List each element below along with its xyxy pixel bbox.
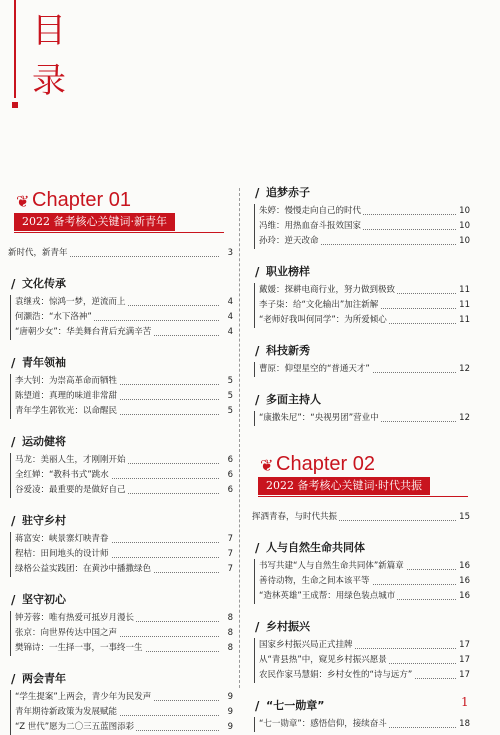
entry-page-number: 11	[457, 283, 470, 298]
toc-entry[interactable]	[259, 362, 470, 377]
toc-entry[interactable]	[259, 653, 470, 668]
section-entries	[10, 532, 233, 577]
toc-section	[252, 263, 470, 328]
section-title: 青年领袖	[22, 355, 70, 371]
entry-title: 何灏浩：“水下洛神”	[15, 312, 92, 322]
section-heading	[252, 391, 470, 411]
toc-section	[8, 512, 233, 577]
chapter-header	[8, 188, 233, 246]
section-title: 职业榜样	[266, 264, 314, 280]
toc-section	[252, 539, 470, 604]
toc-entry[interactable]	[15, 374, 233, 389]
slash-icon: /	[255, 699, 260, 713]
toc-entry[interactable]	[15, 705, 233, 720]
toc-entry[interactable]	[252, 510, 470, 525]
toc-entry[interactable]	[15, 389, 233, 404]
toc-entry[interactable]	[15, 720, 233, 735]
red-dot	[12, 102, 18, 108]
entry-page-number: 7	[226, 562, 233, 577]
entry-title: 国家乡村振兴局正式挂牌	[259, 640, 353, 650]
section-heading	[252, 618, 470, 638]
section-entries	[10, 453, 233, 498]
title-area	[0, 0, 500, 110]
entry-title: 孙玲：逆天改命	[259, 236, 319, 246]
chapter-banner: 2022 备考核心关键词·新青年	[14, 213, 175, 231]
section-title: 乡村振兴	[266, 619, 314, 635]
section-entries	[254, 362, 470, 377]
section-title: 追梦赤子	[266, 185, 314, 201]
toc-section	[8, 275, 233, 340]
toc-entry[interactable]	[259, 668, 470, 683]
entry-page-number: 12	[457, 411, 470, 426]
entry-title: 张京：向世界传达中国之声	[15, 628, 118, 638]
entry-title: 蒋富安：峡景寨灯映青眷	[15, 534, 109, 544]
entry-page-number: 16	[457, 589, 470, 604]
entry-page-number: 7	[226, 547, 233, 562]
entry-page-number: 17	[457, 653, 470, 668]
entry-title: 马龙：美丽人生，才刚刚开始	[15, 455, 126, 465]
entry-title: 袁继戎：惊鸿一梦，逆流而上	[15, 297, 126, 307]
section-title: 科技新秀	[266, 343, 314, 359]
toc-entry[interactable]	[15, 562, 233, 577]
toc-entry[interactable]	[259, 313, 470, 328]
entry-page-number: 5	[226, 404, 233, 419]
toc-section	[252, 391, 470, 426]
toc-entry[interactable]	[259, 574, 470, 589]
entry-title: 书写共建“人与自然生命共同体”新篇章	[259, 561, 404, 571]
section-heading	[8, 433, 233, 453]
toc-entry[interactable]	[259, 589, 470, 604]
entry-title: 全红婵：“教科书式”跳水	[15, 470, 109, 480]
entry-title: 钟芳蓉：唯有热爱可抵岁月漫长	[15, 613, 135, 623]
toc-section	[252, 184, 470, 249]
toc-section	[252, 697, 470, 732]
section-title: 驻守乡村	[22, 513, 70, 529]
section-entries	[10, 611, 233, 656]
entry-title: 戴媛：探耕电商行业，努力做到极致	[259, 285, 396, 295]
toc-entry[interactable]	[15, 404, 233, 419]
heart-icon: ❦	[16, 192, 30, 211]
entry-title: “造林英雄”王成帮：用绿色装点城市	[259, 591, 396, 601]
entry-page-number: 8	[226, 611, 233, 626]
toc-section	[8, 433, 233, 498]
toc-section	[8, 591, 233, 656]
column-divider	[239, 188, 240, 688]
toc-entry[interactable]	[259, 298, 470, 313]
entry-page-number: 8	[226, 626, 233, 641]
toc-entry[interactable]	[15, 641, 233, 656]
section-title: 坚守初心	[22, 592, 70, 608]
chapter-label: Chapter 02	[276, 453, 375, 475]
entry-title: 善待动物，生命之间本该平等	[259, 576, 370, 586]
entry-page-number: 4	[226, 325, 233, 340]
entry-page-number: 11	[457, 298, 470, 313]
entry-title: “康撒朱尼”：“央视男团”营业中	[259, 413, 379, 423]
entry-page-number: 17	[457, 668, 470, 683]
chapter-banner: 2022 备考核心关键词·时代共振	[258, 477, 430, 495]
chapter-underline	[258, 496, 468, 497]
entry-page-number: 6	[226, 483, 233, 498]
chapter-header	[252, 452, 470, 510]
slash-icon: /	[11, 514, 16, 528]
section-heading	[252, 263, 470, 283]
section-title: 文化传承	[22, 276, 70, 292]
toc-entry[interactable]	[15, 453, 233, 468]
entry-title: 李子柒：给“文化输出”加注新解	[259, 300, 379, 310]
toc-section	[8, 354, 233, 419]
entry-page-number: 5	[226, 374, 233, 389]
entry-page-number: 6	[226, 453, 233, 468]
entry-page-number: 16	[457, 559, 470, 574]
slash-icon: /	[255, 541, 260, 555]
entry-page-number: 3	[226, 246, 233, 261]
entry-page-number: 16	[457, 574, 470, 589]
entry-page-number: 18	[457, 717, 470, 732]
entry-title: “Z 世代”愿为二〇三五蓝图添彩	[15, 722, 135, 732]
section-heading	[8, 275, 233, 295]
toc-entry[interactable]	[259, 204, 470, 219]
slash-icon: /	[11, 593, 16, 607]
toc-entry[interactable]	[15, 483, 233, 498]
slash-icon: /	[255, 620, 260, 634]
section-entries	[254, 283, 470, 328]
toc-section	[252, 342, 470, 377]
entry-page-number: 6	[226, 468, 233, 483]
entry-title: “唐朝少女”：华美舞台背后充满辛苦	[15, 327, 152, 337]
entry-page-number: 4	[226, 310, 233, 325]
slash-icon: /	[255, 344, 260, 358]
entry-title: 青年期待新政策为发展赋能	[15, 707, 118, 717]
section-entries	[254, 204, 470, 249]
entry-page-number: 7	[226, 532, 233, 547]
heart-icon: ❦	[260, 456, 274, 475]
entry-page-number: 9	[226, 690, 233, 705]
section-heading	[252, 342, 470, 362]
toc-entry[interactable]	[259, 559, 470, 574]
toc-entry[interactable]	[259, 219, 470, 234]
section-title: “七一勋章”	[266, 698, 328, 714]
toc-section	[252, 618, 470, 683]
toc-entry[interactable]	[259, 717, 470, 732]
entry-title: 农民作家马慧娟：乡村女性的“诗与远方”	[259, 670, 413, 680]
toc-entry[interactable]	[15, 547, 233, 562]
section-heading	[8, 354, 233, 374]
entry-title: “学生提案”上两会，青少年为民发声	[15, 692, 152, 702]
entry-page-number: 11	[457, 313, 470, 328]
section-entries	[254, 411, 470, 426]
entry-title: 程桔：田间地头的设计师	[15, 549, 109, 559]
toc-entry[interactable]	[15, 532, 233, 547]
slash-icon: /	[11, 277, 16, 291]
toc-entry[interactable]	[259, 411, 470, 426]
entry-page-number: 17	[457, 638, 470, 653]
entry-page-number: 10	[457, 204, 470, 219]
entry-title: 从“青县热”中，窥见乡村振兴愿景	[259, 655, 387, 665]
toc-entry[interactable]	[259, 234, 470, 249]
right-column	[252, 188, 470, 732]
section-entries	[10, 295, 233, 340]
entry-page-number: 12	[457, 362, 470, 377]
entry-title: 绿格公益实践团：在黄沙中播撒绿色	[15, 564, 152, 574]
section-entries	[254, 717, 470, 732]
slash-icon: /	[255, 393, 260, 407]
entry-title: 李大钊：为崇高革命而牺牲	[15, 376, 118, 386]
toc-entry[interactable]	[259, 638, 470, 653]
toc-entry[interactable]	[15, 325, 233, 340]
chapter-underline	[14, 232, 224, 233]
toc-entry[interactable]	[15, 626, 233, 641]
slash-icon: /	[11, 435, 16, 449]
entry-page-number: 8	[226, 641, 233, 656]
section-entries	[254, 559, 470, 604]
entry-title: 新时代，新青年	[8, 248, 68, 258]
entry-title: “七一勋章”：感悟信仰，接续奋斗	[259, 719, 387, 729]
toc-entry[interactable]	[15, 468, 233, 483]
section-heading	[252, 184, 470, 204]
entry-title: 挥洒青春，与时代共振	[252, 512, 338, 522]
entry-page-number: 5	[226, 389, 233, 404]
entry-title: 冯维：用热血奋斗报效国家	[259, 221, 362, 231]
section-entries	[10, 374, 233, 419]
entry-page-number: 15	[457, 510, 470, 525]
section-entries	[254, 638, 470, 683]
entry-title: 谷爱凌：最重要的是做好自己	[15, 485, 126, 495]
toc-entry[interactable]	[15, 611, 233, 626]
toc-entry[interactable]	[15, 310, 233, 325]
entry-page-number: 10	[457, 219, 470, 234]
section-heading	[8, 591, 233, 611]
red-vertical-line	[14, 0, 16, 98]
slash-icon: /	[11, 672, 16, 686]
section-heading	[252, 697, 470, 717]
left-column	[8, 188, 233, 735]
entry-title: 朱婷：慢慢走向自己的时代	[259, 206, 362, 216]
section-entries	[10, 690, 233, 735]
entry-title: 樊锦诗：一生择一事，一事终一生	[15, 643, 143, 653]
section-title: 多面主持人	[266, 392, 325, 408]
entry-page-number: 4	[226, 295, 233, 310]
chapter-label: Chapter 01	[32, 189, 131, 211]
section-title: 运动健将	[22, 434, 70, 450]
entry-page-number: 9	[226, 720, 233, 735]
entry-title: “老师好我叫何同学”：为所爱倾心	[259, 315, 387, 325]
entry-title: 青年学生郭钦光：以命醒民	[15, 406, 118, 416]
slash-icon: /	[11, 356, 16, 370]
toc-entry[interactable]	[15, 295, 233, 310]
section-heading	[252, 539, 470, 559]
entry-title: 陈望道：真理的味道非常甜	[15, 391, 118, 401]
title-char-lu: 录	[32, 61, 66, 101]
page-number: 1	[461, 695, 469, 709]
entry-page-number: 9	[226, 705, 233, 720]
entry-title: 曹原：仰望星空的“普通天才”	[259, 364, 370, 374]
section-heading	[8, 670, 233, 690]
toc-entry[interactable]	[15, 690, 233, 705]
section-title: 人与自然生命共同体	[266, 540, 369, 556]
toc-entry[interactable]	[8, 246, 233, 261]
toc-section	[8, 670, 233, 735]
entry-page-number: 10	[457, 234, 470, 249]
section-heading	[8, 512, 233, 532]
title-char-mu: 目	[32, 11, 66, 51]
section-title: 两会青年	[22, 671, 70, 687]
slash-icon: /	[255, 265, 260, 279]
toc-entry[interactable]	[259, 283, 470, 298]
slash-icon: /	[255, 186, 260, 200]
